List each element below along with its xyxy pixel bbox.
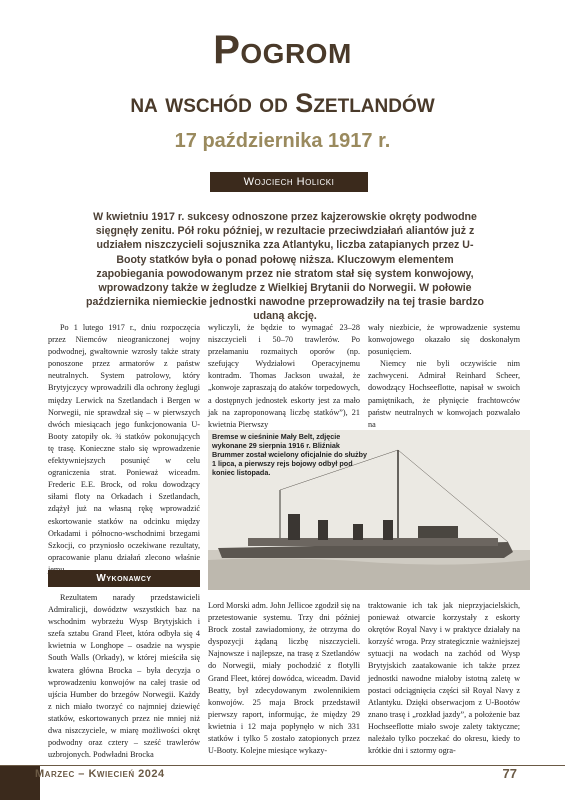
column-2-top — [208, 322, 360, 431]
page-number: 77 — [502, 766, 517, 781]
paragraph: Rezultatem narady przedstawicieli Admiralicji, dowództw wszystkich baz na wschodnim wybrzeżu Wysp Brytyjskich i szefa sztabu Grand Fleet, która odbyła się 4 kwietnia w Longhope – osadzie na wyspie South Walls (Orkady), w której mieściła się kwatera główna Brocka – była decyzja o wprowadzeniu konwojów na całej trasie od ujścia Humber do brzegów Norwegii. Każdy z nich miało tworzyć co najmniej dziewięć statków, eskortowanych przez nie mniej niż dwa niszczyciele, w miarę możliwości okręt podwodny oraz cztery – sześć trawlerów uzbrojonych. Podwładni Brocka — [48, 593, 200, 760]
article-date: 17 października 1917 r. — [174, 130, 391, 152]
column-1-bottom — [48, 592, 200, 761]
author-badge: Wojciech Holicki — [210, 172, 368, 192]
article-title-line2: na wschód od Szetlandów — [130, 88, 435, 118]
footer-rule — [0, 765, 565, 766]
photo-caption: Bremse w cieśninie Mały Belt, zdjęcie wykonane 29 sierpnia 1916 r. Bliźniak Brummer został wcielony oficjalnie do służby 1 lipca, a pierwszy rejs bojowy odbył pod koniec listopada. — [212, 432, 367, 477]
paragraph: wały niezbicie, że wprowadzenie systemu konwojowego okazało się doskonałym posunięciem. — [368, 323, 520, 357]
column-1-top — [48, 322, 200, 576]
issue-label: Marzec – Kwiecień 2024 — [35, 768, 165, 780]
section-heading: Wykonawcy — [48, 570, 200, 587]
paragraph: Po 1 lutego 1917 r., dniu rozpoczęcia przez Niemców nieograniczonej wojny podwodnej, gwałtownie wzrosły także straty ponoszone przez armatorów z państw neutralnych. System patrolowy, który Brytyjczycy wprowadzili dla ochrony żeglugi między Lerwick na Szetlandach i Bergen w Norwegii, nie sprawdzał się – w pierwszych dwóch miesiącach jego funkcjonowania U-Booty zatopiły ok. ¾ statków pokonujących tę trasę. Konieczne stało się wprowadzenie efektywniejszych posunięć w celu ograniczenia strat. Ponieważ wiceadm. Frederic E.E. Brock, od roku dowodzący siłami floty na Orkadach i Szetlandach, zdążył już na własną rękę wprowadzić eskortowanie statków na odcinku między Orkadami i północno-wschodnimi brzegami Szkocji, co przyniosło oczekiwane rezultaty, opracowanie planu działań zlecono właśnie — [48, 323, 200, 562]
column-2-bottom — [208, 600, 360, 757]
paragraph: Lord Morski adm. John Jellicoe zgodził się na przetestowanie systemu. Trzy dni później Brock został zawiadomiony, że otrzyma do dyspozycji żądaną liczbę niszczycieli. Najnowsze i najlepsze, na trasę z Szetlandów do Norwegii, miały pochodzić z flotylli Grand Fleet, której dowódca, wiceadm. David Beatty, był zdecydowanym zwolennikiem konwojów. 25 maja Brock przedstawił pierwszy raport, informując, że między 29 kwietnia i 12 maja popłynęło w nich 331 statków i tylko 5 zostało zatopionych przez U-Booty. Kolejne miesiące wykazy- — [208, 601, 360, 756]
page-edge-decoration — [0, 765, 40, 800]
column-3-top — [368, 322, 520, 431]
article-title-line1: Pogrom — [213, 28, 352, 72]
paragraph: traktowanie ich tak jak nieprzyjacielskich, ponieważ otwarcie korzystały z eskorty okrętów Royal Navy i w praktyce działały na korzyść wroga. Przy strategicznie ważniejszej sytuacji na wodach na zachód od Wysp Brytyjskich zaatakowanie ich także przez jednostki nawodne miałoby istotną zaletę w postaci odciągnięcia części sił Royal Navy z Atlantyku. Dzięki obserwacjom z U-Bootów znano trasę i „rozkład jazdy”, a położenie baz Hochseeflotte miało swoje zalety taktyczne; należało tylko poczekać do okresu, kiedy to krótkie dni i sztormy ogra- — [368, 601, 520, 756]
lead-paragraph: W kwietniu 1917 r. sukcesy odnoszone przez kajzerowskie okręty podwodne sięgnęły zenitu. Pół roku później, w rezultacie przeciwdziałań aliantów już z udziałem niszczycieli sojusznika zza Atlantyku, liczba zatapianych przez U-Booty statków była o ponad połowę niższa. Kluczowym elementem zapobiegania powodowanym przez nie stratom stał się system konwojowy, wprowadzony także w żegludze z Wielkiej Brytanii do Norwegii. W połowie października niemieckie jednostki nawodne przeprowadziły na tej trasie bardzo udaną akcję. — [86, 211, 484, 323]
column-3-bottom — [368, 600, 520, 757]
paragraph: wyliczyli, że będzie to wymagać 23–28 niszczycieli i 50–70 trawlerów. Po przełamaniu rozmaitych oporów (np. szefujący Wydziałowi Operacyjnemu kontradm. Thomas Jackson uważał, że „konwoje zapraszają do ataków torpedowych, a dostępnych jednostek eskorty jest za mało jak na zaproponowaną liczbę statków”), 21 kwietnia Pierwszy — [208, 323, 360, 429]
paragraph: Niemcy nie byli oczywiście nim zachwyceni. Admirał Reinhard Scheer, dowodzący Hochseeflotte, napisał w swoich pamiętnikach, że płynięcie frachtowców państw neutralnych w konwojach pozwalało na — [368, 359, 520, 429]
